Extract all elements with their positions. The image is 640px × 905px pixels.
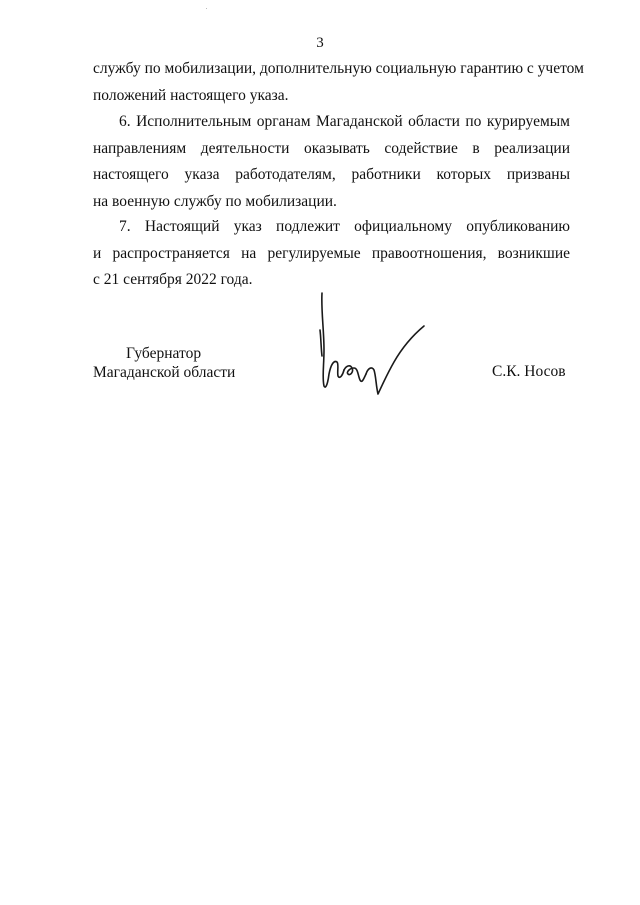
text-line: и распространяется на регулируемые правоотношения, возникшие	[93, 244, 570, 262]
signer-title-line: Губернатор	[126, 345, 202, 362]
signer-title-line: Магаданской области	[93, 364, 236, 381]
signer-title	[93, 344, 235, 382]
signature-stroke	[322, 293, 344, 387]
text-line: с 21 сентября 2022 года.	[93, 271, 253, 288]
text-line: службу по мобилизации, дополнительную социальную гарантию с учетом	[93, 60, 584, 77]
text-line: на военную службу по мобилизации.	[93, 192, 337, 210]
paragraph-7	[93, 214, 570, 294]
page-number: 3	[316, 35, 324, 51]
signer-name: С.К. Носов	[492, 363, 566, 380]
signature-stroke	[366, 326, 424, 394]
paragraph-6	[93, 109, 570, 215]
text-line: положений настоящего указа.	[93, 86, 289, 104]
signature-stroke	[344, 366, 366, 381]
paragraph-5-continuation	[93, 56, 584, 109]
text-line: настоящего указа работодателям, работники которых призваны	[93, 166, 570, 183]
text-line: 6. Исполнительным органам Магаданской области по курируемым	[119, 113, 570, 130]
scan-speck	[206, 8, 207, 9]
text-line: 7. Настоящий указ подлежит официальному опубликованию	[119, 218, 570, 235]
signature-stroke	[320, 330, 322, 356]
text-line: направлениям деятельности оказывать содействие в реализации	[93, 139, 570, 157]
handwritten-signature	[312, 290, 432, 405]
